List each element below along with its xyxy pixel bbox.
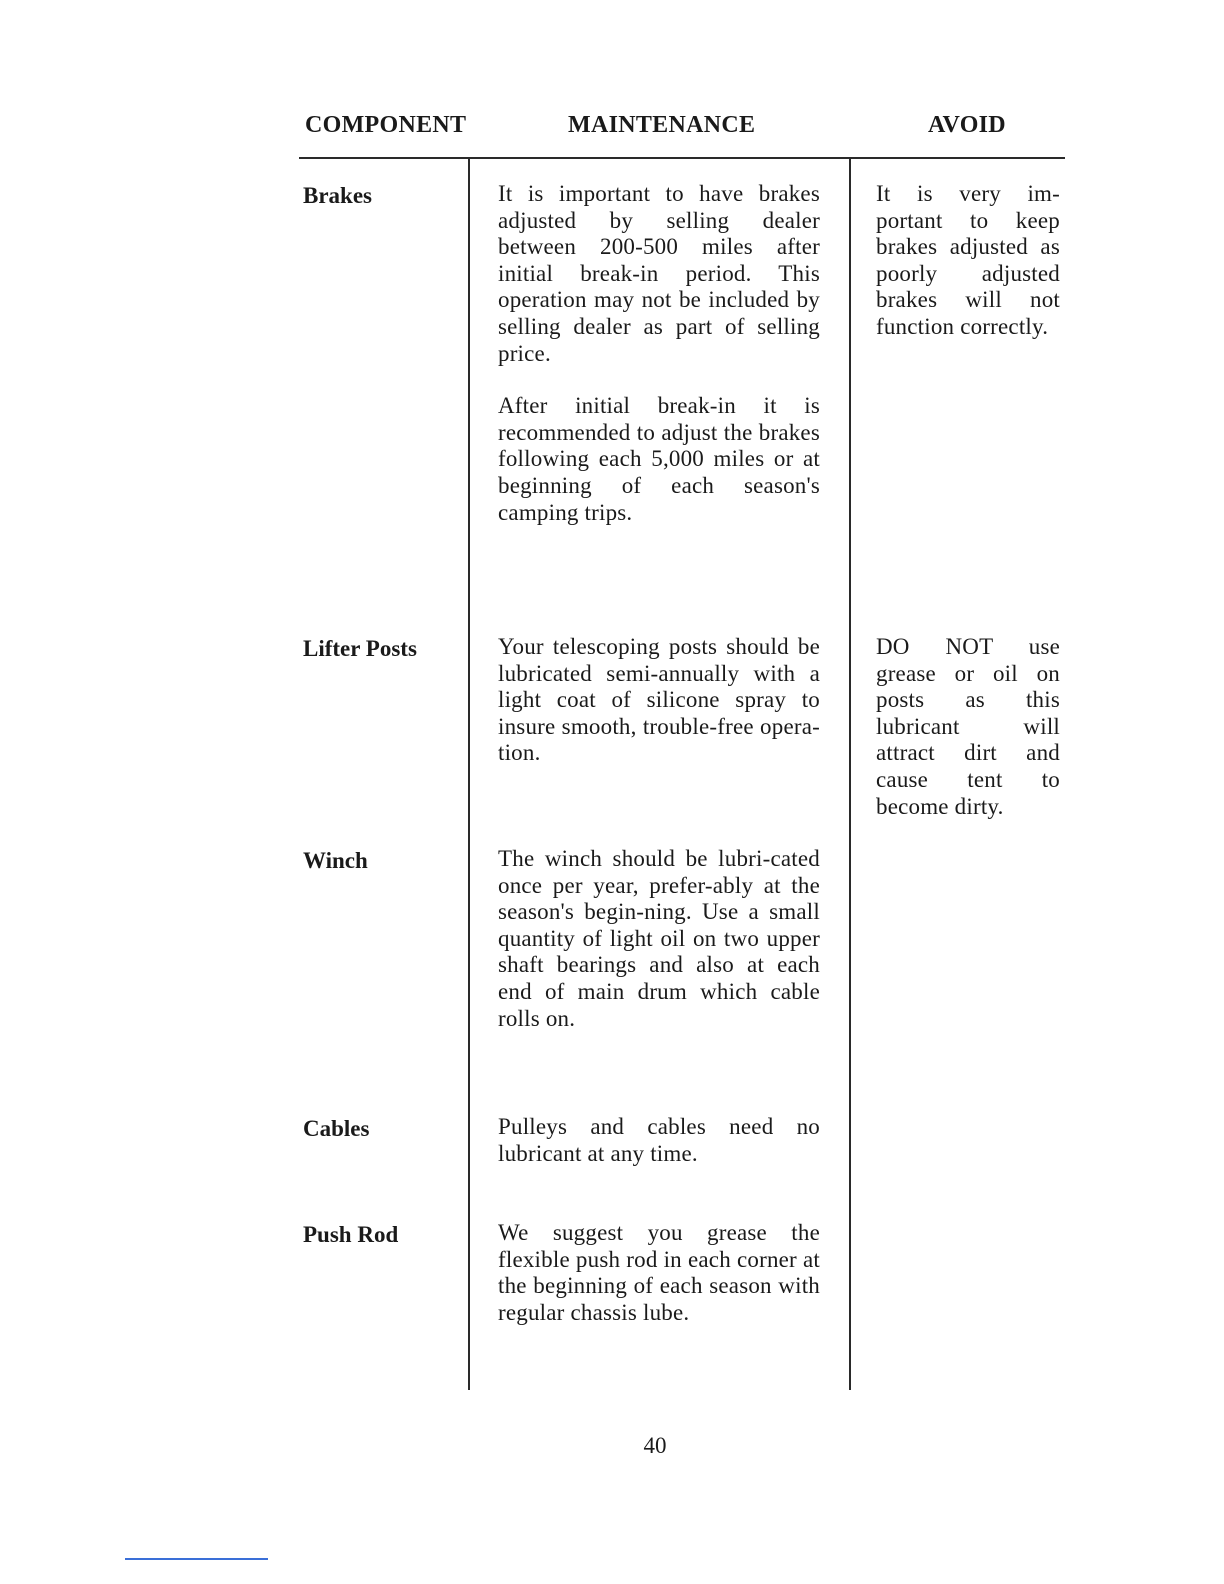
maintenance-push-rod-paragraph: We suggest you grease the flexible push rod in each corner at the beginning of each season with regular chassis lube.: [498, 1220, 820, 1325]
component-lifter-posts: Lifter Posts: [303, 636, 417, 661]
avoid-brakes: It is very im-portant to keep brakes adjusted as poorly adjusted brakes will not function correctly.: [876, 181, 1060, 339]
maintenance-brakes: [498, 181, 820, 526]
maintenance-push-rod: [498, 1220, 820, 1326]
avoid-lifter-posts: DO NOT use grease or oil on posts as this lubricant will attract dirt and cause tent to become dirty.: [876, 634, 1060, 819]
maintenance-cables-paragraph: Pulleys and cables need no lubricant at any time.: [498, 1114, 820, 1166]
column-header-maintenance: MAINTENANCE: [568, 112, 756, 138]
column-divider-left: [468, 157, 470, 1390]
maintenance-brakes-paragraph-1: It is important to have brakes adjusted by selling dealer between 200-500 miles after initial break-in period. This operation may not be included by selling dealer as part of selling price.: [498, 181, 820, 366]
maintenance-lifter-posts-paragraph: Your telescoping posts should be lubricated semi-annually with a light coat of silicone spray to insure smooth, trouble-free opera-tion.: [498, 634, 820, 766]
component-brakes: Brakes: [303, 183, 372, 208]
component-winch: Winch: [303, 848, 368, 873]
maintenance-cables: [498, 1114, 820, 1167]
maintenance-winch-paragraph: The winch should be lubri-cated once per year, prefer-ably at the season's begin-ning. Use a small quantity of light oil on two upper shaft bearings and also at each end of main drum which cable rolls on.: [498, 846, 820, 1031]
maintenance-lifter-posts: [498, 634, 820, 767]
footer-line: [125, 1558, 268, 1560]
component-push-rod: Push Rod: [303, 1222, 399, 1247]
column-divider-right: [849, 157, 851, 1390]
page-number: 40: [643, 1433, 667, 1458]
header-rule: [299, 157, 1065, 159]
maintenance-winch: [498, 846, 820, 1032]
maintenance-brakes-paragraph-2: After initial break-in it is recommended to adjust the brakes following each 5,000 miles or at beginning of each season's camping trips.: [498, 393, 820, 525]
column-header-avoid: AVOID: [928, 112, 1006, 138]
component-cables: Cables: [303, 1116, 370, 1141]
column-header-component: COMPONENT: [305, 112, 467, 138]
